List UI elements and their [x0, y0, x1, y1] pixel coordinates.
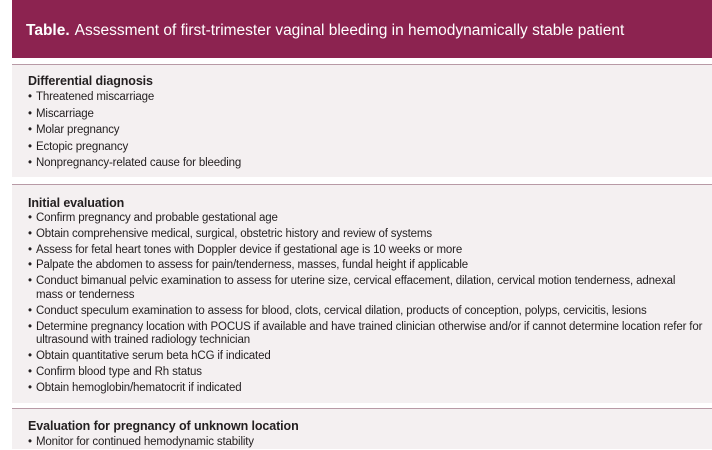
list-item: • Miscarriage: [28, 106, 704, 123]
list-item: • Conduct bimanual pelvic examination to assess for uterine size, cervical effacement, dilation, cervical motion tenderness, adnexal mass or tenderness: [28, 275, 704, 303]
section-pregnancy-unknown-location: [12, 408, 712, 449]
section-differential-diagnosis: [12, 64, 712, 177]
list-item: • Threatened miscarriage: [28, 89, 704, 106]
list-item: • Nonpregnancy-related cause for bleeding: [28, 155, 704, 172]
list-item: • Confirm pregnancy and probable gestational age: [28, 212, 704, 226]
section-title: Differential diagnosis: [28, 74, 153, 88]
list-item: • Confirm blood type and Rh status: [28, 366, 704, 380]
list-item: • Monitor for continued hemodynamic stability: [28, 435, 704, 450]
table-header: [12, 0, 712, 58]
list-item: • Conduct speculum examination to assess for blood, clots, cervical dilation, products of conception, polyps, cervicitis, lesions: [28, 305, 704, 319]
list-item: • Assess for fetal heart tones with Doppler device if gestational age is 10 weeks or more: [28, 244, 704, 258]
list-item: • Ectopic pregnancy: [28, 139, 704, 156]
list-item: • Obtain quantitative serum beta hCG if indicated: [28, 350, 704, 364]
list-item: • Obtain hemoglobin/hematocrit if indicated: [28, 382, 704, 396]
table-label: Table.: [26, 22, 70, 39]
section-list: [28, 435, 704, 450]
list-item: • Molar pregnancy: [28, 122, 704, 139]
list-item: • Determine pregnancy location with POCUS if available and have trained clinician otherwise and/or if cannot determine location refer for ultrasound with trained radiology technician: [28, 321, 704, 349]
list-item: • Obtain comprehensive medical, surgical, obstetric history and review of systems: [28, 228, 704, 242]
list-item: • Palpate the abdomen to assess for pain/tenderness, masses, fundal height if applicable: [28, 259, 704, 273]
section-title: Initial evaluation: [28, 196, 125, 210]
table-caption: [26, 22, 624, 40]
section-initial-evaluation: [12, 184, 712, 403]
section-list: [28, 212, 704, 398]
table-title: Assessment of first-trimester vaginal bleeding in hemodynamically stable patient: [74, 22, 625, 39]
section-list: [28, 89, 704, 172]
section-title: Evaluation for pregnancy of unknown location: [28, 419, 299, 433]
